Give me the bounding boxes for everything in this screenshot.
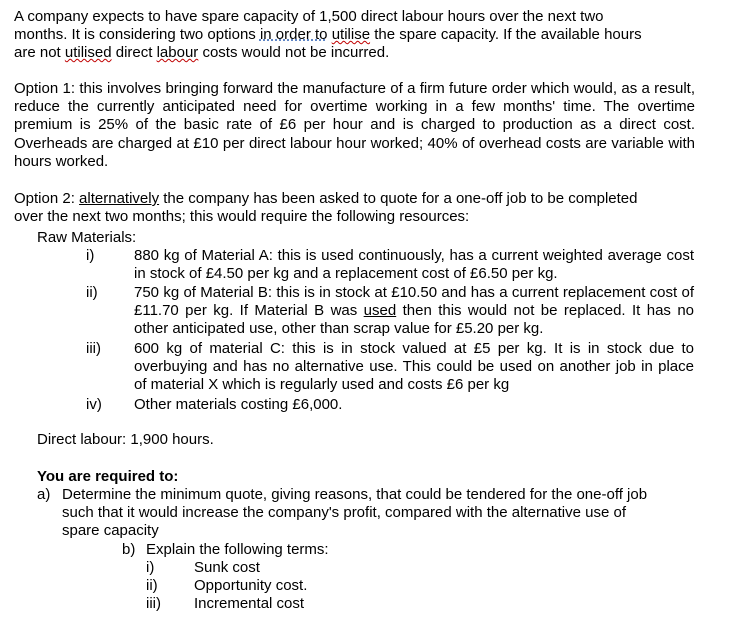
material-c-text: 600 kg of material C: this is in stock valued at £5 per kg. It is in stock due to overbuying and has no alternative use. This could be used on another job in place of material X which is regularly used and costs £6 per kg [134,340,694,394]
term-sunk-cost: Sunk cost [194,559,260,576]
part-a-line-1: Determine the minimum quote, giving reasons, that could be tendered for the one-off job [62,486,648,503]
material-b-underlined: used [363,302,397,320]
intro-line-3 [14,44,389,62]
term-opportunity-cost: Opportunity cost. [194,577,308,594]
intro-text: costs would not be incurred. [198,44,390,61]
option2-text: the company has been asked to quote for a one-off job to be completed [159,190,638,207]
required-heading: You are required to: [37,468,179,485]
spelling-flag: utilised [64,44,112,61]
material-a-text: 880 kg of Material A: this is used continuously, has a current weighted average cost in stock of £4.50 per kg and a replacement cost of £6.50 per kg. [134,247,694,283]
item-num: i) [86,247,95,264]
item-num: ii) [86,284,98,301]
raw-materials-label: Raw Materials: [37,229,137,246]
item-num: iv) [86,396,102,413]
option2-underlined: alternatively [79,190,160,207]
option2-line-2: over the next two months; this would require the following resources: [14,208,470,225]
term-num: i) [146,559,155,576]
part-b-label: b) [122,541,136,558]
spelling-flag: utilise [331,26,371,43]
option2-prefix: Option 2: [14,190,80,207]
intro-text: are not [14,44,65,61]
term-num: ii) [146,577,158,594]
intro-line-1: A company expects to have spare capacity of 1,500 direct labour hours over the next two [14,8,604,25]
intro-text: direct [111,44,157,61]
material-b-text-a: 750 kg of Material B: this is in stock at £10.50 and has a current replacement cost of £11.70 per kg. If Material B was [134,284,694,320]
term-incremental-cost: Incremental cost [194,595,305,612]
option1-paragraph: Option 1: this involves bringing forward the manufacture of a firm future order which would, as a result, reduce the currently anticipated need for overtime working in a few months' time. The overtime premium is 25% of the basic rate of £6 per hour and is charged to production as a direct cost. Overheads are charged at £10 per direct labour hour worked; 40% of overhead costs are variable with hours worked. [14,80,695,170]
part-a-line-2: such that it would increase the company's profit, compared with the alternative use of [62,504,626,521]
other-materials-text: Other materials costing £6,000. [134,396,343,413]
item-num: iii) [86,340,101,357]
intro-text: months. It is considering two options [14,26,260,43]
part-a-label: a) [37,486,51,503]
part-a-line-3: spare capacity [62,522,159,539]
spelling-flag: labour [156,44,199,61]
option2-line-1 [14,190,637,208]
material-b-text [134,284,694,339]
grammar-flag: in order to [259,26,328,43]
intro-line-2 [14,26,642,44]
direct-labour: Direct labour: 1,900 hours. [37,431,214,448]
part-b-text: Explain the following terms: [146,541,329,558]
material-b-text-b: then this would not be replaced. It has no other anticipated use, other than scrap value for £5.20 per kg. [134,302,694,338]
intro-text: the spare capacity. If the available hours [370,26,642,43]
term-num: iii) [146,595,161,612]
